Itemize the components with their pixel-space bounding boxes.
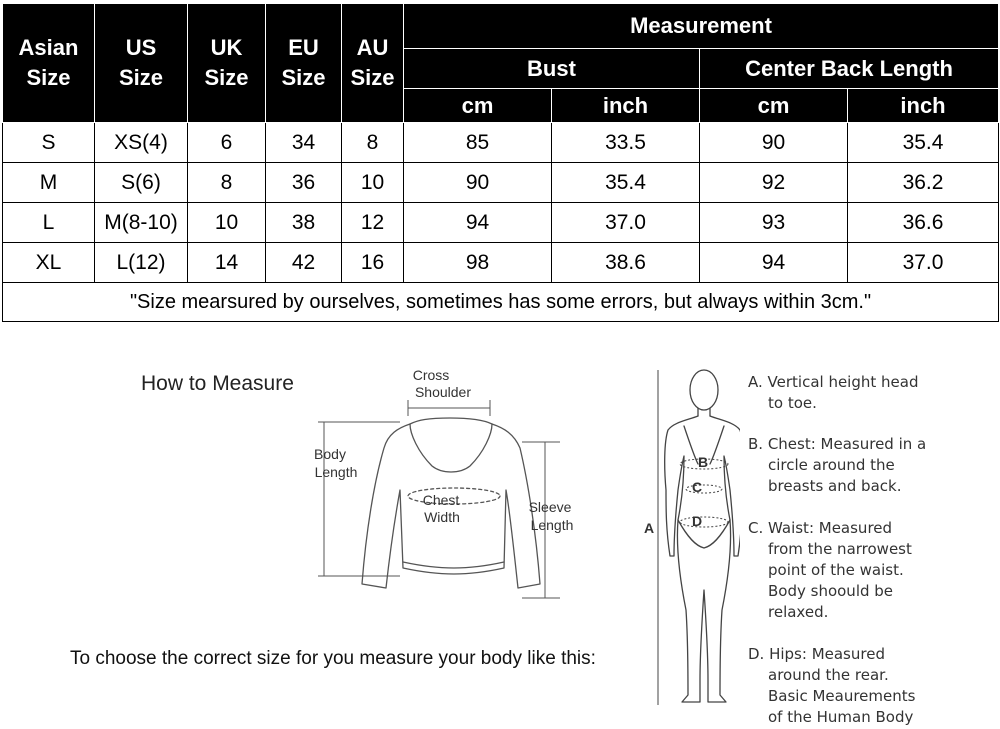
measure-point-c: C bbox=[692, 479, 703, 495]
header-measurement: Measurement bbox=[404, 4, 999, 49]
table-cell: L(12) bbox=[95, 243, 188, 283]
table-cell: 8 bbox=[188, 163, 266, 203]
table-row bbox=[3, 123, 999, 163]
table-cell: 8 bbox=[342, 123, 404, 163]
measure-point-b: B bbox=[698, 454, 709, 470]
table-cell: 12 bbox=[342, 203, 404, 243]
table-cell: L bbox=[3, 203, 95, 243]
table-cell: XS(4) bbox=[95, 123, 188, 163]
table-cell: 38.6 bbox=[552, 243, 700, 283]
table-cell: S(6) bbox=[95, 163, 188, 203]
body-length-label-2: Length bbox=[314, 464, 358, 480]
measure-point-a: A bbox=[644, 520, 655, 536]
table-row bbox=[3, 203, 999, 243]
table-cell: 35.4 bbox=[848, 123, 999, 163]
measure-point-d: D bbox=[692, 513, 703, 529]
header-us-size: US Size bbox=[95, 4, 188, 123]
choose-size-instruction: To choose the correct size for you measure your body like this: bbox=[70, 648, 596, 669]
table-cell: M(8-10) bbox=[95, 203, 188, 243]
table-cell: 98 bbox=[404, 243, 552, 283]
header-bust-cm: cm bbox=[404, 89, 552, 123]
cross-shoulder-label-1: Cross bbox=[412, 367, 450, 383]
table-cell: 90 bbox=[700, 123, 848, 163]
table-row bbox=[3, 163, 999, 203]
table-cell: 42 bbox=[266, 243, 342, 283]
body-length-label-1: Body bbox=[314, 446, 346, 462]
table-cell: 36.6 bbox=[848, 203, 999, 243]
size-disclaimer-note: "Size mearsured by ourselves, sometimes has some errors, but always within 3cm." bbox=[3, 283, 999, 322]
header-center-back-length: Center Back Length bbox=[700, 49, 999, 89]
table-cell: 90 bbox=[404, 163, 552, 203]
header-bust: Bust bbox=[404, 49, 700, 89]
table-row bbox=[3, 243, 999, 283]
header-uk-size: UK Size bbox=[188, 4, 266, 123]
sweater-neckline bbox=[410, 418, 492, 472]
cross-shoulder-label-2: Shoulder bbox=[414, 384, 472, 400]
table-cell: 10 bbox=[342, 163, 404, 203]
table-cell: 14 bbox=[188, 243, 266, 283]
chest-width-label-1: Chest bbox=[422, 492, 460, 508]
how-to-measure-title: How to Measure bbox=[141, 372, 294, 395]
table-cell: 37.0 bbox=[848, 243, 999, 283]
header-eu-size: EU Size bbox=[266, 4, 342, 123]
header-asian-size: Asian Size bbox=[3, 4, 95, 123]
sleeve-length-label-2: Length bbox=[530, 517, 574, 533]
table-cell: XL bbox=[3, 243, 95, 283]
note-d: D. Hips: Measured around the rear. Basic Meaurements of the Human Body bbox=[748, 645, 916, 726]
table-cell: S bbox=[3, 123, 95, 163]
table-cell: 36 bbox=[266, 163, 342, 203]
note-c: C. Waist: Measured from the narrowest point of the waist. Body shoould be relaxed. bbox=[748, 519, 912, 621]
table-cell: 35.4 bbox=[552, 163, 700, 203]
table-cell: 37.0 bbox=[552, 203, 700, 243]
table-cell: 38 bbox=[266, 203, 342, 243]
table-cell: 16 bbox=[342, 243, 404, 283]
header-length-inch: inch bbox=[848, 89, 999, 123]
table-cell: 36.2 bbox=[848, 163, 999, 203]
header-au-size: AU Size bbox=[342, 4, 404, 123]
header-bust-inch: inch bbox=[552, 89, 700, 123]
table-cell: 94 bbox=[700, 243, 848, 283]
table-cell: 94 bbox=[404, 203, 552, 243]
table-cell: 93 bbox=[700, 203, 848, 243]
size-chart-table bbox=[2, 3, 999, 322]
sleeve-length-label-1: Sleeve bbox=[528, 499, 572, 515]
table-cell: 92 bbox=[700, 163, 848, 203]
human-body-diagram bbox=[630, 360, 740, 725]
table-cell: 6 bbox=[188, 123, 266, 163]
sweater-measure-diagram bbox=[300, 362, 600, 612]
chest-width-label-2: Width bbox=[424, 509, 460, 525]
note-a: A. Vertical height head to toe. bbox=[748, 373, 919, 412]
note-b: B. Chest: Measured in a circle around the breasts and back. bbox=[748, 435, 927, 495]
body-head bbox=[690, 370, 718, 410]
table-cell: 10 bbox=[188, 203, 266, 243]
table-cell: M bbox=[3, 163, 95, 203]
table-cell: 33.5 bbox=[552, 123, 700, 163]
header-length-cm: cm bbox=[700, 89, 848, 123]
table-cell: 85 bbox=[404, 123, 552, 163]
table-cell: 34 bbox=[266, 123, 342, 163]
